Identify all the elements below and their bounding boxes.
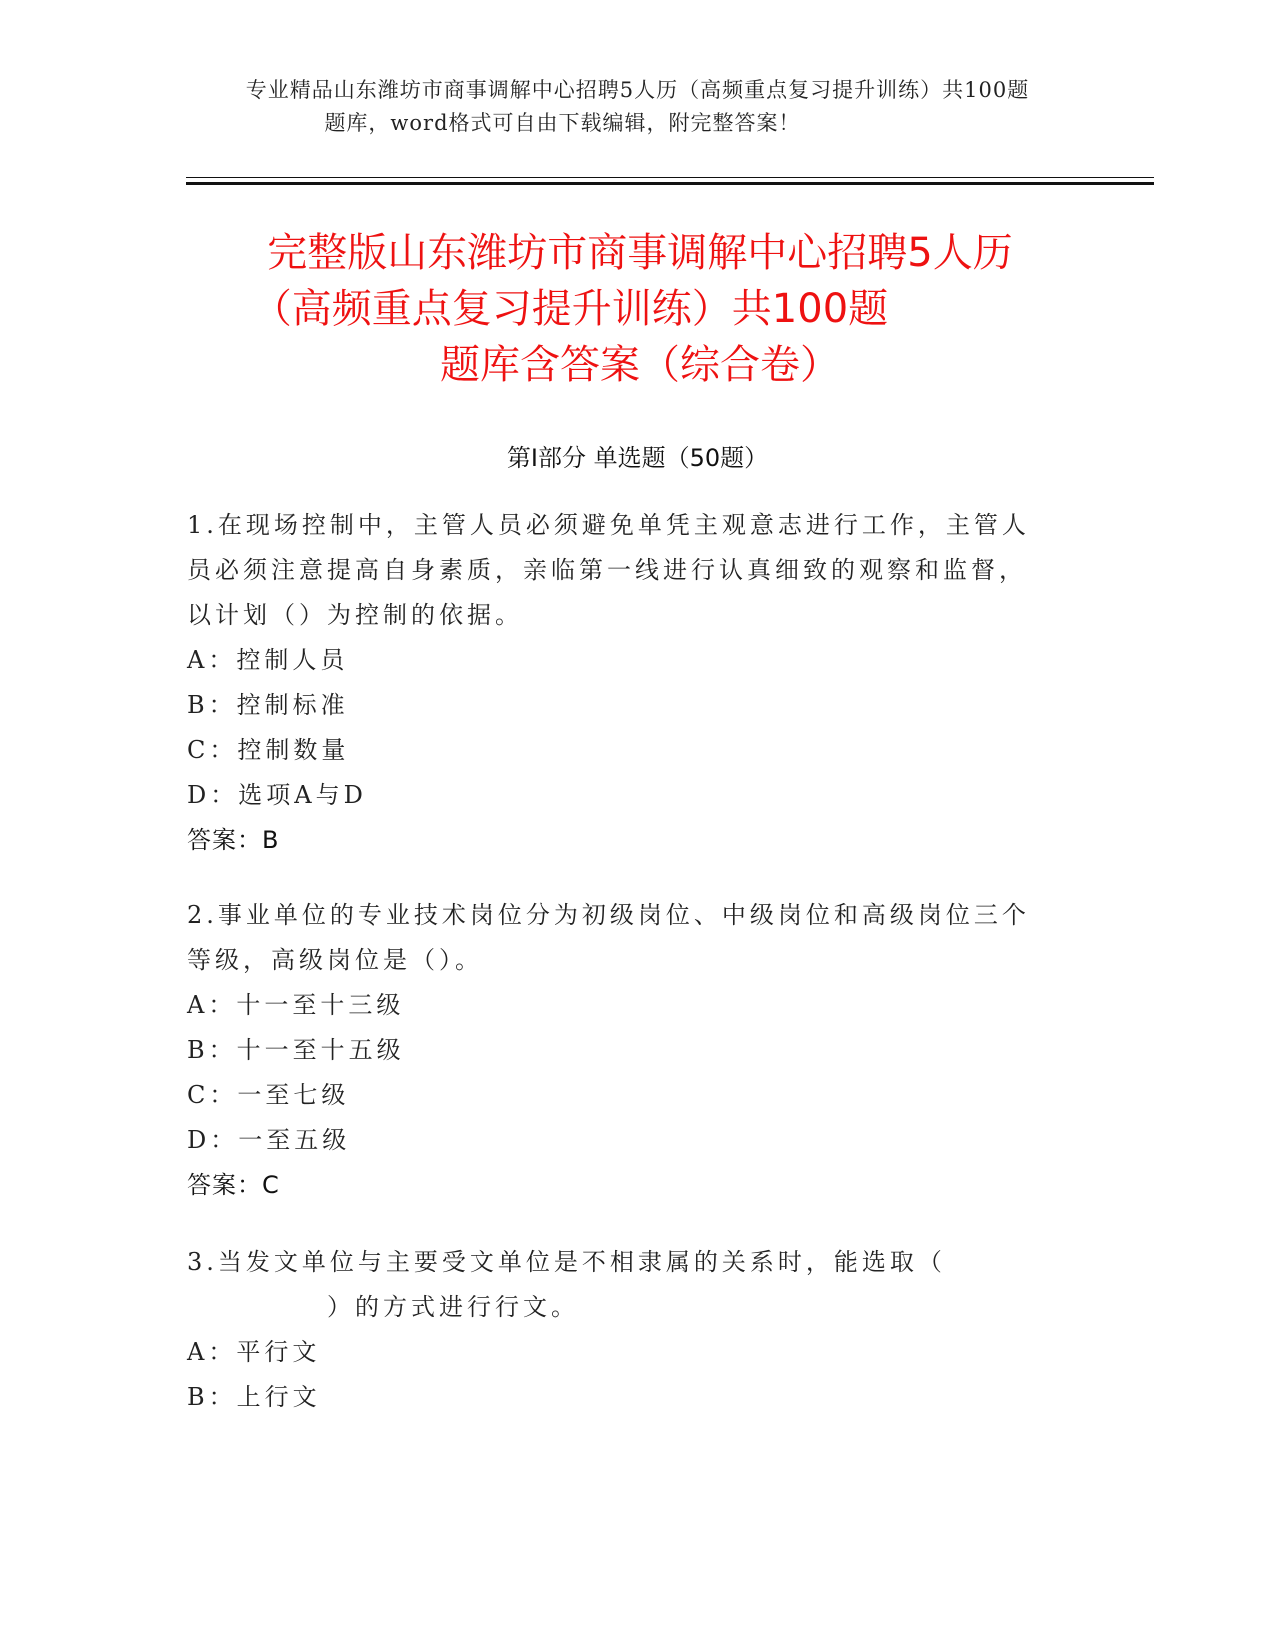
header-rule-thin: [186, 177, 1154, 178]
question-3: [187, 1240, 1067, 1420]
question-1-option-b: B：控制标准: [187, 691, 349, 719]
question-2-option-b: B：十一至十五级: [187, 1036, 405, 1064]
question-1-option-c: C：控制数量: [187, 736, 350, 764]
question-2-answer: 答案：C: [187, 1171, 280, 1199]
question-1: [187, 503, 1067, 863]
question-3-stem-line-1: 3.当发文单位与主要受文单位是不相隶属的关系时，能选取（: [187, 1248, 946, 1276]
header-line-2: 题库，word格式可自由下载编辑，附完整答案！: [324, 111, 801, 135]
question-2-stem-line-1: 2.事业单位的专业技术岗位分为初级岗位、中级岗位和高级岗位三个: [187, 901, 1030, 929]
question-1-stem-line-1: 1.在现场控制中，主管人员必须避免单凭主观意志进行工作，主管人: [187, 511, 1030, 539]
title-line-3: 题库含答案（综合卷）: [440, 342, 840, 388]
section-title: 第Ⅰ部分 单选题（50题）: [506, 444, 769, 472]
question-2-option-c: C：一至七级: [187, 1081, 350, 1109]
header-rule-thick: [186, 182, 1154, 185]
header-line-1: 专业精品山东潍坊市商事调解中心招聘5人历（高频重点复习提升训练）共100题: [245, 78, 1030, 102]
question-3-stem-line-2: ）的方式进行行文。: [327, 1293, 579, 1321]
title-line-1: 完整版山东潍坊市商事调解中心招聘5人历: [267, 230, 1013, 276]
question-1-stem-line-3: 以计划（）为控制的依据。: [187, 601, 523, 629]
question-2-option-d: D：一至五级: [187, 1126, 351, 1154]
header-note: [0, 74, 1275, 140]
question-3-stem-line-2-row: [187, 1285, 1067, 1330]
question-3-option-b: B：上行文: [187, 1383, 321, 1411]
title-line-2: （高频重点复习提升训练）共100题: [251, 286, 889, 332]
document-title: [180, 225, 1100, 393]
question-1-answer: 答案：B: [187, 826, 280, 854]
question-1-stem-line-2: 员必须注意提高自身素质，亲临第一线进行认真细致的观察和监督，: [187, 556, 1027, 584]
question-1-option-d: D：选项A与D: [187, 781, 367, 809]
question-3-option-a: A：平行文: [187, 1338, 321, 1366]
question-2-option-a: A：十一至十三级: [187, 991, 405, 1019]
question-2: [187, 893, 1067, 1208]
question-2-stem-line-2: 等级，高级岗位是（）。: [187, 946, 483, 974]
question-1-option-a: A：控制人员: [187, 646, 349, 674]
